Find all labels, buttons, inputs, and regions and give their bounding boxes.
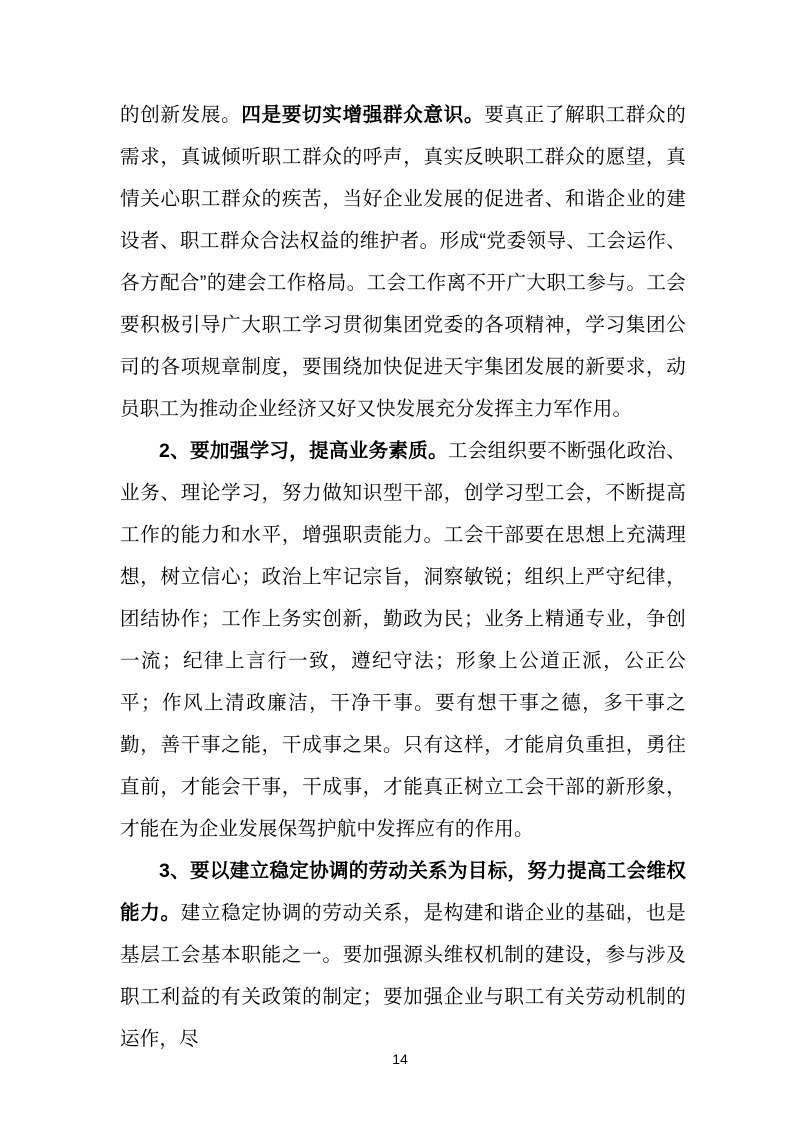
bold-text-run: 2、要加强学习，提高业务素质。 [159,440,448,462]
document-body [120,94,686,1060]
paragraph [120,94,686,430]
paragraph [120,430,686,850]
text-run: 建立稳定协调的劳动关系，是构建和谐企业的基础，也是基层工会基本职能之一。要加强源头维权机制的建设，参与涉及职工利益的有关政策的制定；要加强企业与职工有关劳动机制的运作，尽 [120,902,686,1050]
text-run: 的创新发展。 [120,104,242,126]
text-run: 工会组织要不断强化政治、业务、理论学习，努力做知识型干部，创学习型工会，不断提高工作的能力和水平，增强职责能力。工会干部要在思想上充满理想，树立信心；政治上牢记宗旨，洞察敏锐；组织上严守纪律，团结协作；工作上务实创新，勤政为民；业务上精通专业，争创一流；纪律上言行一致，遵纪守法；形象上公道正派，公正公平；作风上清政廉洁，干净干事。要有想干事之德，多干事之勤，善干事之能，干成事之果。只有这样，才能肩负重担，勇往直前，才能会干事，干成事，才能真正树立工会干部的新形象，才能在为企业发展保驾护航中发挥应有的作用。 [120,440,686,840]
paragraph [120,850,686,1060]
bold-text-run: 3、要以建立稳定协调的劳动关系为目标，努力提高工会维权能力。 [120,860,686,924]
text-run: 要真正了解职工群众的需求，真诚倾听职工群众的呼声，真实反映职工群众的愿望，真情关心职工群众的疾苦，当好企业发展的促进者、和谐企业的建设者、职工群众合法权益的维护者。形成“党委领导、工会运作、各方配合”的建会工作格局。工会工作离不开广大职工参与。工会要积极引导广大职工学习贯彻集团党委的各项精神，学习集团公司的各项规章制度，要围绕加快促进天宇集团发展的新要求，动员职工为推动企业经济又好又快发展充分发挥主力军作用。 [120,104,686,420]
bold-text-run: 四是要切实增强群众意识。 [241,104,485,126]
page-number: 14 [392,1051,408,1067]
